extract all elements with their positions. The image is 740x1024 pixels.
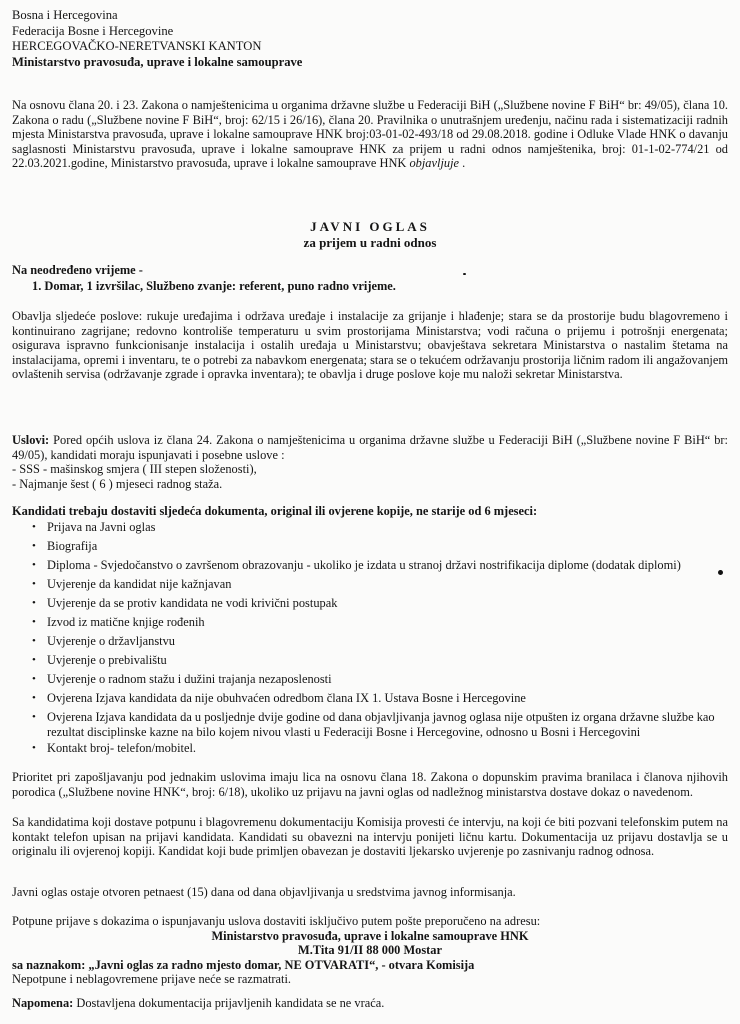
list-item: • Biografija: [32, 539, 98, 554]
list-item: • Uvjerenje da kandidat nije kažnjavan: [32, 577, 232, 592]
intro-paragraph: Na osnovu člana 20. i 23. Zakona o namještenicima u organima državne službe u Federaciji BiH („Službene novine F BiH“ br: 49/05), člana 10. Zakona o radu („Službene novine F BiH“, broj: 62/15 i 26/16), člana 20. Pravilnika o unutrašnjem uređenju, načinu rada i sistematizaciji radnih mjesta Ministarstva pravosuđa, uprave i lokalne samouprave HNK broj:03-01-02-493/18 od 29.08.2018. godine i Odluke Vlade HNK o davanju saglasnosti Ministarstvu pravosuđa, uprave i lokalne samouprave HNK za prijem u radni odnos namještenika, broj: 01-1-02-774/21 od 22.03.2021.godine, Ministarstvo pravosuđa, uprave i lokalne samouprave HNK objavljuje .: [12, 98, 728, 171]
section-label: Na neodređeno vrijeme -: [12, 263, 143, 277]
incomplete-note: Nepotpune i neblagovremene prijave neće se razmatrati.: [12, 972, 292, 987]
bullet-icon: •: [32, 691, 36, 704]
list-item: • Diploma - Svjedočanstvo o završenom obrazovanju - ukoliko je izdata u stranoj državi nostrifikacija diplome (dodatak diplomi): [32, 558, 681, 573]
duties-paragraph: Obavlja sljedeće poslove: rukuje uređajima i održava uređaje i instalacije za grijanje i hlađenje; stara se da prostorije budu blagovremeno i kontinuirano zagrijane; redovno kontroliše temperaturu u svim prostorijama Ministarstva; vodi računa o prijemu i potrošnji energenata; osigurava ispravno funkcionisanje instalacija i ostalih uređaja u Ministarstvu; obavještava sekretara Ministarstva o nastalim štetama na instalacijama, opremi i inventaru, te o potrebi za nabavkom energenata; stara se o tekućem održavanju prostorija ličnim radom ili angažovanjem ovlaštenih servisa (održavanje zgrade i opravka inventara); te obavlja i druge poslove koje mu naloži sekretar Ministarstva.: [12, 309, 728, 382]
priority-paragraph: Prioritet pri zapošljavanju pod jednakim uslovima imaju lica na osnovu člana 18. Zakona o dopunskim pravima branilaca i članova njihovih porodica („Službene novine HNK“, broj: 6/18), ukoliko uz prijavu na javni oglas od nadležnog ministarstva dostave dokaz o navedenom.: [12, 770, 728, 799]
submission-text: Potpune prijave s dokazima o ispunjavanju uslova dostaviti isključivo putem pošte preporučeno na adresu:: [12, 914, 541, 928]
documents-block: [12, 504, 728, 759]
address-line-2: M.Tita 91/II 88 000 Mostar: [298, 943, 442, 958]
oglas-title: JAVNI OGLAS: [310, 219, 430, 234]
condition-item-2: - Najmanje šest ( 6 ) mjeseci radnog staža.: [12, 476, 223, 491]
bullet-icon: •: [32, 558, 36, 571]
bullet-icon: •: [32, 653, 36, 666]
list-item: • Kontakt broj- telefon/mobitel.: [32, 741, 196, 756]
list-item: • Ovjerena Izjava kandidata da nije obuhvaćen odredbom člana IX 1. Ustava Bosne i Hercegovine: [32, 691, 526, 706]
list-item: • Prijava na Javni oglas: [32, 520, 156, 535]
bullet-icon: •: [32, 710, 36, 723]
address-line-1: Ministarstvo pravosuđa, uprave i lokalne samouprave HNK: [211, 928, 529, 943]
condition-item-1: - SSS - mašinskog smjera ( III stepen složenosti),: [12, 462, 257, 477]
bullet-icon: •: [32, 615, 36, 628]
envelope-note: sa naznakom: „Javni oglas za radno mjesto domar, NE OTVARATI“, - otvara Komisija: [12, 957, 475, 972]
conditions-block: [12, 433, 728, 491]
bullet-icon: •: [32, 520, 36, 533]
oglas-heading: [0, 219, 740, 251]
list-item: • Izvod iz matične knjige rođenih: [32, 615, 205, 630]
bullet-icon: •: [32, 634, 36, 647]
bullet-icon: •: [32, 596, 36, 609]
bullet-icon: •: [32, 539, 36, 552]
candidates-paragraph: Sa kandidatima koji dostave potpunu i blagovremenu dokumentaciju Komisija provesti će intervju, na koji će biti pozvani telefonskim putem na kontakt telefon upisan na prijavi kandidata. Kandidati su obavezni na intervju ponijeti ličnu kartu. Dokumentacija uz prijavu dostavlja se u originalu ili ovjerenoj kopiji. Kandidat koji bude primljen obavezan je dostaviti ljekarsko uvjerenje po zasnivanju radnog odnosa.: [12, 815, 728, 859]
note-line: [12, 996, 728, 1011]
header-federation: Federacija Bosne i Hercegovine: [12, 23, 174, 38]
submission-block: [12, 914, 728, 987]
note-text: Dostavljena dokumentacija prijavljenih kandidata se ne vraća.: [76, 996, 385, 1010]
header-canton: HERCEGOVAČKO-NERETVANSKI KANTON: [12, 39, 262, 53]
open-period-paragraph: Javni oglas ostaje otvoren petnaest (15) dana od dana objavljivanja u sredstvima javnog informisanja.: [12, 885, 516, 899]
oglas-subtitle: za prijem u radni odnos: [303, 235, 437, 250]
intro-italic: objavljuje: [409, 156, 460, 171]
scan-speck: [463, 273, 466, 275]
bullet-icon: •: [32, 672, 36, 685]
scan-speck: [718, 570, 723, 575]
position-title: 1. Domar, 1 izvršilac, Službeno zvanje: referent, puno radno vrijeme.: [32, 279, 396, 293]
conditions-text: Pored općih uslova iz člana 24. Zakona o namještenicima u organima državne službe u Federaciji BiH („Službene novine F BiH“ br: 49/05), kandidati moraju ispunjavati i posebne uslove :: [12, 433, 728, 462]
documents-title: Kandidati trebaju dostaviti sljedeća dokumenta, original ili ovjerene kopije, ne starije od 6 mjeseci:: [12, 504, 538, 518]
documents-list: [12, 519, 728, 759]
bullet-icon: •: [32, 741, 36, 754]
position-section: [12, 262, 728, 294]
bullet-icon: •: [32, 577, 36, 590]
note-label: Napomena:: [12, 996, 74, 1010]
document-header: [12, 8, 512, 70]
conditions-label: Uslovi:: [12, 433, 50, 447]
intro-text: Na osnovu člana 20. i 23. Zakona o namještenicima u organima državne službe u Federaciji BiH („Službene novine F BiH“ br: 49/05), člana 10. Zakona o radu („Službene novine F BiH“, broj: 62/15 i 26/16), člana 20. Pravilnika o unutrašnjem uređenju, načinu rada i sistematizaciji radnih mjesta Ministarstva pravosuđa, uprave i lokalne samouprave HNK broj:03-01-02-493/18 od 29.08.2018. godine i Odluke Vlade HNK o davanju saglasnosti Ministarstvu pravosuđa, uprave i lokalne samouprave HNK za prijem u radni odnos namještenika, broj: 01-1-02-774/21 od 22.03.2021.godine, Ministarstvo pravosuđa, uprave i lokalne samouprave HNK: [12, 98, 728, 171]
header-ministry: Ministarstvo pravosuđa, uprave i lokalne samouprave: [12, 54, 303, 69]
list-item: • Uvjerenje o državljanstvu: [32, 634, 175, 649]
list-item: • Uvjerenje da se protiv kandidata ne vodi krivični postupak: [32, 596, 338, 611]
header-country: Bosna i Hercegovina: [12, 8, 118, 22]
list-item: • Uvjerenje o radnom stažu i dužini trajanja nezaposlenosti: [32, 672, 332, 687]
list-item: • Ovjerena Izjava kandidata da u posljednje dvije godine od dana objavljivanja javnog oglasa nije otpušten iz organa državne službe kao rezultat disciplinske kazne na bilo kojem nivou vlasti u Federaciji Bosne i Hercegovine, odnosno u Bosni i Hercegovini: [32, 710, 715, 739]
list-item: • Uvjerenje o prebivalištu: [32, 653, 167, 668]
